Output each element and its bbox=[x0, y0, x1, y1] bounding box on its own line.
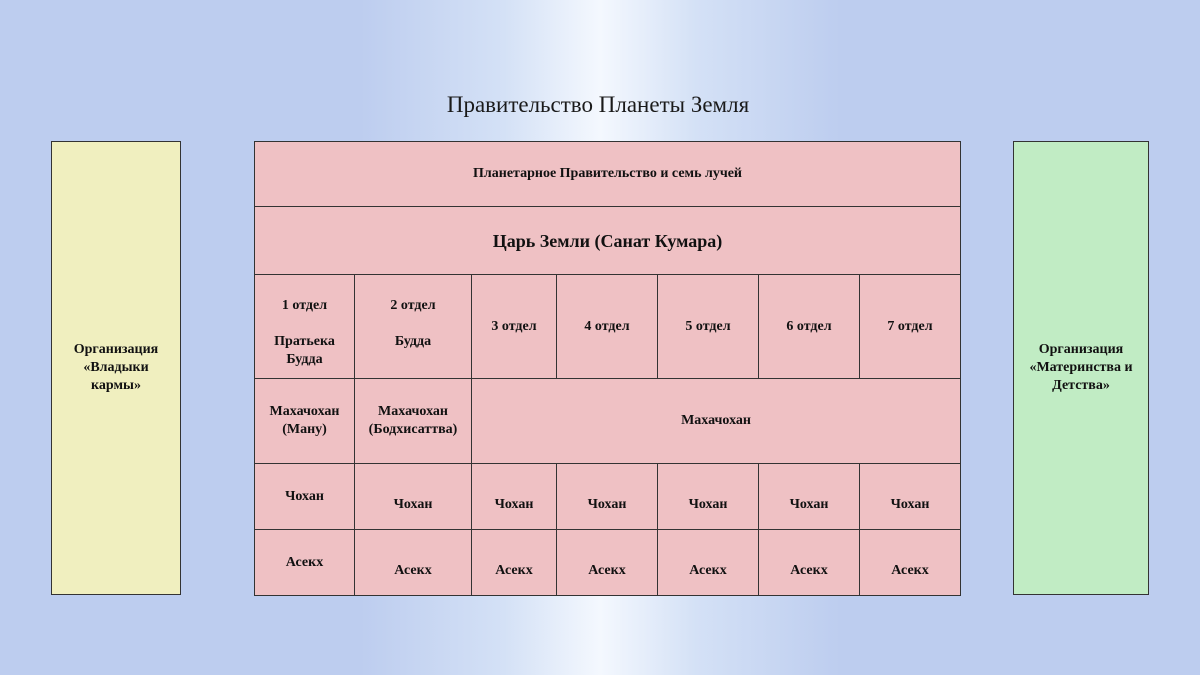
department-cell-6: 6 отдел bbox=[759, 275, 860, 379]
department-cell-1 bbox=[255, 275, 355, 379]
chohan-cell-2: Чохан bbox=[355, 464, 472, 530]
chohan-cell-4: Чохан bbox=[557, 464, 658, 530]
chohan-cell-1: Чохан bbox=[255, 464, 355, 530]
motherhood-line-2: «Материнства и bbox=[1029, 360, 1133, 375]
mahachohan-cell-shared: Махачохан bbox=[472, 379, 961, 464]
mahachohan-cell-2: Махачохан (Бодхисаттва) bbox=[355, 379, 472, 464]
king-of-earth-cell: Царь Земли (Санат Кумара) bbox=[255, 207, 961, 275]
department-cell-7: 7 отдел bbox=[860, 275, 961, 379]
department-cell-4: 4 отдел bbox=[557, 275, 658, 379]
department-cell-5: 5 отдел bbox=[658, 275, 759, 379]
table-header-cell: Планетарное Правительство и семь лучей bbox=[255, 142, 961, 207]
slide-title: Правительство Планеты Земля bbox=[446, 92, 750, 117]
chohan-cell-3: Чохан bbox=[472, 464, 557, 530]
motherhood-childhood-label bbox=[1029, 341, 1132, 395]
mahachohan-cell-1: Махачохан (Ману) bbox=[255, 379, 355, 464]
asekh-cell-2: Асекх bbox=[355, 530, 472, 596]
karma-lords-organization-box bbox=[51, 141, 181, 595]
karma-lords-line-3: кармы» bbox=[91, 378, 141, 393]
department-cell-3: 3 отдел bbox=[472, 275, 557, 379]
planetary-government-table bbox=[254, 141, 961, 596]
chohan-cell-7: Чохан bbox=[860, 464, 961, 530]
asekh-cell-6: Асекх bbox=[759, 530, 860, 596]
asekh-cell-7: Асекх bbox=[860, 530, 961, 596]
department-cell-2 bbox=[355, 275, 472, 379]
karma-lords-line-2: «Владыки bbox=[83, 360, 149, 375]
motherhood-line-1: Организация bbox=[1038, 342, 1124, 357]
department-sub: Будда bbox=[394, 334, 432, 349]
department-name: 2 отдел bbox=[390, 298, 436, 313]
chohan-cell-6: Чохан bbox=[759, 464, 860, 530]
motherhood-line-3: Детства» bbox=[1052, 378, 1110, 393]
chohan-cell-5: Чохан bbox=[658, 464, 759, 530]
asekh-cell-5: Асекх bbox=[658, 530, 759, 596]
asekh-cell-4: Асекх bbox=[557, 530, 658, 596]
karma-lords-line-1: Организация bbox=[73, 342, 159, 357]
motherhood-childhood-organization-box bbox=[1013, 141, 1149, 595]
department-name: 1 отдел bbox=[281, 298, 328, 313]
department-sub: Пратьека Будда bbox=[274, 334, 335, 367]
karma-lords-label bbox=[74, 341, 159, 395]
asekh-cell-1: Асекх bbox=[255, 530, 355, 596]
asekh-cell-3: Асекх bbox=[472, 530, 557, 596]
